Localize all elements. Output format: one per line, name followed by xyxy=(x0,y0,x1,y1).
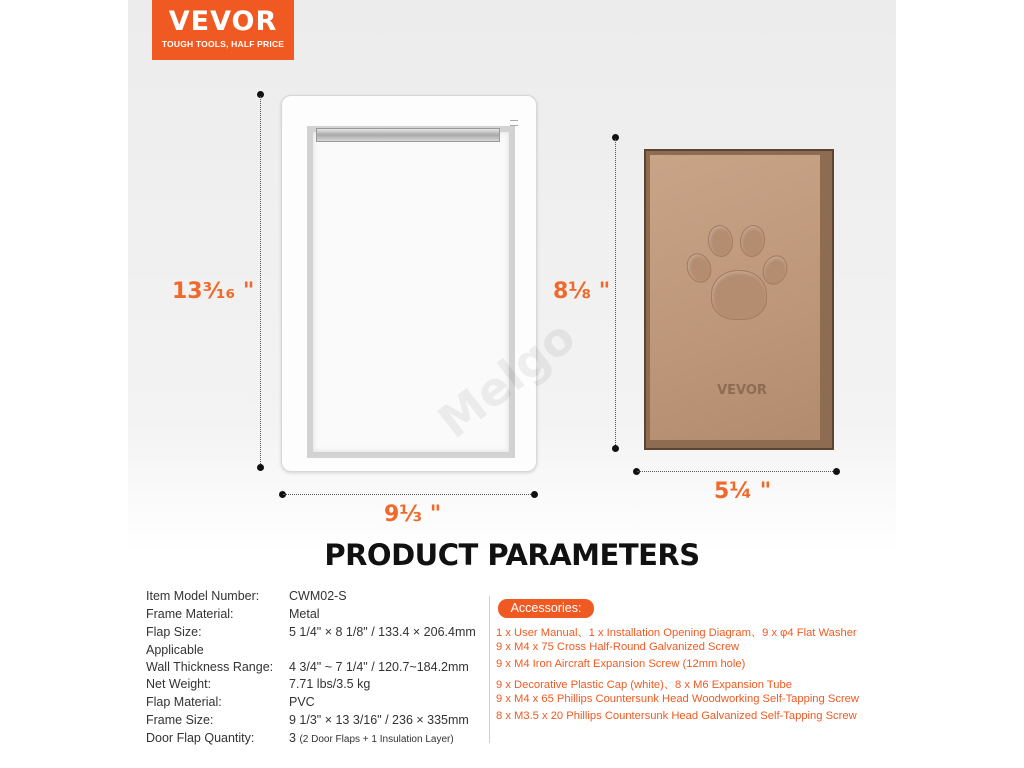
param-row xyxy=(146,643,506,677)
param-label: Frame Material: xyxy=(146,607,234,621)
param-row xyxy=(146,695,506,713)
param-value: 5 1/4" × 8 1/8" / 133.4 × 206.4mm xyxy=(289,625,476,639)
flap-width-right-dot xyxy=(833,468,840,475)
frame-width-label: 9⅓ " xyxy=(384,502,442,527)
paw-pad-icon xyxy=(711,270,767,320)
list-item: 9 x Decorative Plastic Cap (white)、8 x M6 Expansion Tube xyxy=(496,678,792,691)
list-item: 9 x M4 x 75 Cross Half-Round Galvanized Screw xyxy=(496,641,740,654)
param-label: Item Model Number: xyxy=(146,589,260,603)
param-value: 9 1/3" × 13 3/16" / 236 × 335mm xyxy=(289,713,469,727)
list-item: 1 x User Manual、1 x Installation Opening Diagram、9 x φ4 Flat Washer xyxy=(496,627,857,639)
param-row xyxy=(146,731,506,749)
brand-logo xyxy=(152,0,294,60)
param-value-number: 3 xyxy=(289,731,296,745)
param-value: Metal xyxy=(289,607,320,621)
param-value xyxy=(289,731,454,745)
watermark: Melgo xyxy=(428,309,586,449)
paw-toe-icon xyxy=(706,223,735,258)
parameters-table xyxy=(146,589,506,749)
paw-toe-icon xyxy=(738,223,767,258)
product-image xyxy=(128,0,896,768)
param-value-note: (2 Door Flaps + 1 Insulation Layer) xyxy=(299,734,454,745)
param-row xyxy=(146,713,506,731)
accessories-list xyxy=(496,624,886,727)
accessories-badge: Accessories: xyxy=(498,599,594,618)
param-row xyxy=(146,677,506,695)
param-row xyxy=(146,589,506,607)
frame-height-line xyxy=(260,96,261,466)
section-heading: PRODUCT PARAMETERS xyxy=(324,538,700,572)
list-item: 9 x M4 x 65 Phillips Countersunk Head Woodworking Self-Tapping Screw xyxy=(496,692,859,705)
frame-width-right-dot xyxy=(531,491,538,498)
param-label: Net Weight: xyxy=(146,677,212,691)
frame-height-label: 13³⁄₁₆ " xyxy=(172,279,255,304)
brand-name: VEVOR xyxy=(168,6,278,37)
frame-width-line xyxy=(283,494,535,495)
flap-width-line xyxy=(637,471,837,472)
column-divider xyxy=(489,596,490,743)
param-label: Frame Size: xyxy=(146,713,214,727)
flap-height-bottom-dot xyxy=(612,445,619,452)
param-value: CWM02-S xyxy=(289,589,347,603)
param-label: Flap Size: xyxy=(146,625,202,639)
param-value: 7.71 lbs/3.5 kg xyxy=(289,677,371,691)
list-item: 9 x M4 Iron Aircraft Expansion Screw (12mm hole) xyxy=(496,658,746,671)
flap-height-label: 8⅛ " xyxy=(553,279,611,304)
param-row xyxy=(146,607,506,625)
door-flap-panel xyxy=(650,155,820,440)
frame-marks xyxy=(510,118,524,132)
param-label: Flap Material: xyxy=(146,695,222,709)
flap-hinge-bar xyxy=(316,128,500,142)
param-label: Applicable xyxy=(146,643,204,657)
param-label: Door Flap Quantity: xyxy=(146,731,255,745)
param-row xyxy=(146,625,506,643)
param-label: Wall Thickness Range: xyxy=(146,660,274,674)
paw-toe-icon xyxy=(683,250,716,286)
param-value: PVC xyxy=(289,695,315,709)
flap-height-line xyxy=(615,139,616,449)
flap-width-label: 5¼ " xyxy=(714,479,772,504)
door-flap xyxy=(644,149,834,450)
frame-height-bottom-dot xyxy=(257,464,264,471)
flap-logo: VEVOR xyxy=(717,383,767,398)
param-value: 4 3/4" ~ 7 1/4" / 120.7~184.2mm xyxy=(289,660,469,674)
brand-tagline: TOUGH TOOLS, HALF PRICE xyxy=(161,39,285,49)
list-item: 8 x M3.5 x 20 Phillips Countersunk Head Galvanized Self-Tapping Screw xyxy=(496,709,857,722)
